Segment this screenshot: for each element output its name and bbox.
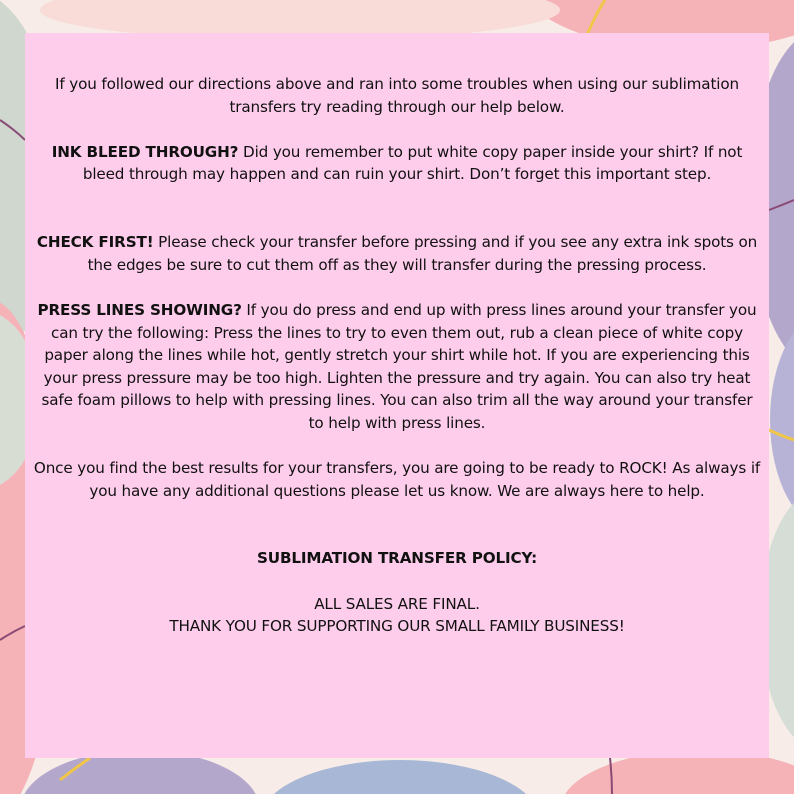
- closing-paragraph: Once you find the best results for your transfers, you are going to be ready to ROCK! As always if you have any additional questions please let us know. We are always here to help.: [33, 459, 761, 500]
- press-lines-text: If you do press and end up with press lines around your transfer you can try the following: Press the lines to try to even them out, rub a clean piece of white copy paper along the lines while hot, gently stretch your shirt while hot. If you are experiencing this your press pressure may be too high. Lighten the pressure and try again. You can also try heat safe foam pillows to help with pressing lines. You can also trim all the way around your transfer to help with press lines.: [41, 300, 757, 432]
- blob-lavender-right-low: [770, 310, 794, 530]
- help-card: [25, 33, 769, 758]
- policy-title: SUBLIMATION TRANSFER POLICY:: [256, 549, 538, 568]
- blob-blue-bottom: [260, 760, 540, 794]
- check-first-paragraph: [33, 231, 761, 276]
- intro-paragraph: If you followed our directions above and ran into some troubles when using our sublimation transfers try reading through our help below.: [55, 75, 739, 116]
- policy-line-thank-you: THANK YOU FOR SUPPORTING OUR SMALL FAMILY BUSINESS!: [169, 617, 625, 636]
- ink-bleed-paragraph: [33, 141, 761, 186]
- check-first-heading: CHECK FIRST!: [36, 233, 154, 252]
- ink-bleed-heading: INK BLEED THROUGH?: [51, 142, 239, 161]
- check-first-text: Please check your transfer before pressing and if you see any extra ink spots on the edges be sure to cut them off as they will transfer during the pressing process.: [87, 233, 758, 274]
- ink-bleed-text: Did you remember to put white copy paper inside your shirt? If not bleed through may happen and can ruin your shirt. Don’t forget this important step.: [82, 142, 743, 184]
- press-lines-paragraph: [33, 299, 761, 435]
- policy-line-final-sales: ALL SALES ARE FINAL.: [314, 594, 480, 613]
- press-lines-heading: PRESS LINES SHOWING?: [37, 300, 242, 319]
